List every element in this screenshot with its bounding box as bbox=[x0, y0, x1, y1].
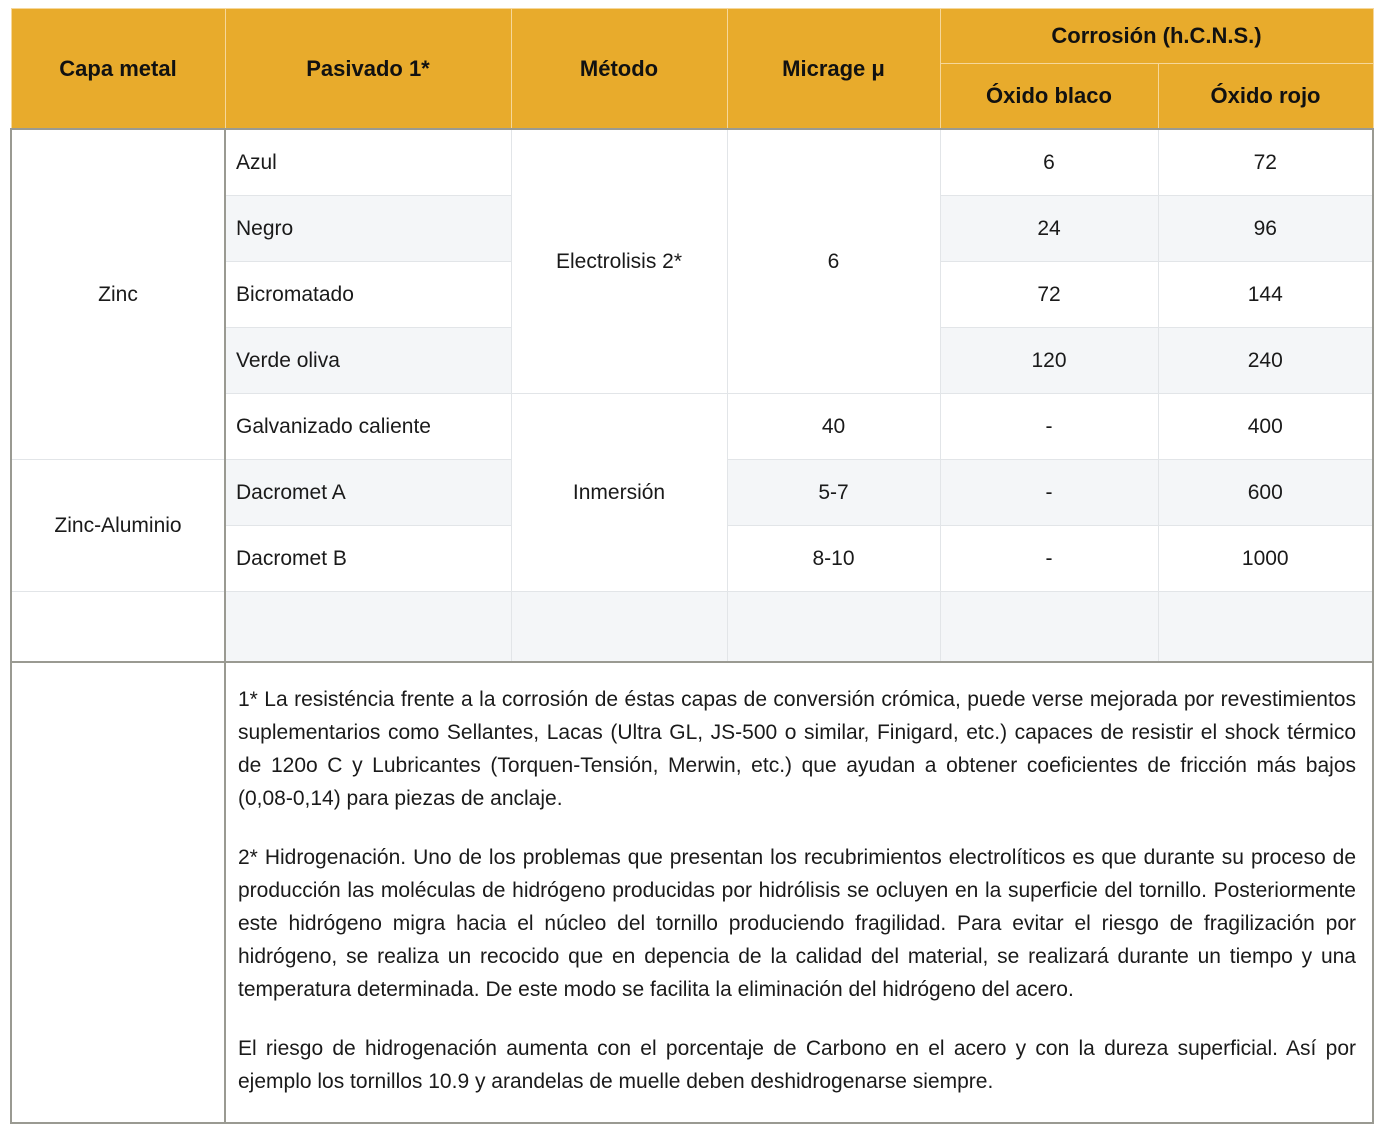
table-row-empty bbox=[11, 592, 1373, 663]
cell-micrage-empty bbox=[727, 592, 940, 663]
cell-pasivado: Negro bbox=[225, 196, 511, 262]
column-header-corrosion-group: Corrosión (h.C.N.S.) bbox=[940, 9, 1373, 64]
cell-pasivado-empty bbox=[225, 592, 511, 663]
cell-capa-metal-zinc: Zinc bbox=[11, 129, 225, 460]
cell-oxido-rojo: 600 bbox=[1158, 460, 1373, 526]
cell-oxido-rojo: 96 bbox=[1158, 196, 1373, 262]
table-body bbox=[11, 129, 1373, 1123]
coatings-spec-table bbox=[10, 8, 1374, 1124]
cell-oxido-rojo: 72 bbox=[1158, 129, 1373, 196]
cell-pasivado: Galvanizado caliente bbox=[225, 394, 511, 460]
cell-micrage-merged: 6 bbox=[727, 129, 940, 394]
cell-oxido-blanco: 6 bbox=[940, 129, 1158, 196]
cell-pasivado: Dacromet B bbox=[225, 526, 511, 592]
cell-oxido-rojo: 144 bbox=[1158, 262, 1373, 328]
cell-capa-metal-empty bbox=[11, 592, 225, 663]
cell-metodo-electrolisis: Electrolisis 2* bbox=[511, 129, 727, 394]
footnote-2-paragraph-1: 2* Hidrogenación. Uno de los problemas que presentan los recubrimientos electrolíticos es que durante su proceso de producción las moléculas de hidrógeno producidas por hidrólisis se ocluyen en la superficie del tornillo. Posteriormente este hidrógeno migra hacia el núcleo del tornillo produciendo fragilidad. Para evitar el riesgo de fragilización por hidrógeno, se realiza un recocido que en depencia de la calidad del material, se realizará durante un tiempo y una temperatura determinada. De este modo se facilita la eliminación del hidrógeno del acero. bbox=[238, 846, 1356, 1001]
cell-oxido-blanco: 72 bbox=[940, 262, 1158, 328]
cell-oxido-blanco-empty bbox=[940, 592, 1158, 663]
cell-oxido-blanco: 24 bbox=[940, 196, 1158, 262]
notes-row bbox=[11, 662, 1373, 1123]
footnote-1: 1* La resisténcia frente a la corrosión de éstas capas de conversión crómica, puede verse mejorada por revestimientos suplementarios como Sellantes, Lacas (Ultra GL, JS-500 o similar, Finigard, etc.) capaces de resistir el shock térmico de 120o C y Lubricantes (Torquen-Tensión, Merwin, etc.) que ayudan a obtener coeficientes de fricción más bajos (0,08-0,14) para piezas de anclaje. bbox=[238, 688, 1356, 810]
cell-oxido-blanco: - bbox=[940, 526, 1158, 592]
column-header-capa-metal: Capa metal bbox=[11, 9, 225, 130]
cell-pasivado: Dacromet A bbox=[225, 460, 511, 526]
cell-metodo-inmersion: Inmersión bbox=[511, 394, 727, 592]
cell-micrage: 8-10 bbox=[727, 526, 940, 592]
cell-oxido-rojo: 400 bbox=[1158, 394, 1373, 460]
cell-capa-metal-zinc-aluminio: Zinc-Aluminio bbox=[11, 460, 225, 592]
header-row-top bbox=[11, 9, 1373, 64]
cell-oxido-blanco: 120 bbox=[940, 328, 1158, 394]
notes-left-spacer bbox=[11, 662, 225, 1123]
cell-oxido-rojo: 1000 bbox=[1158, 526, 1373, 592]
cell-oxido-rojo-empty bbox=[1158, 592, 1373, 663]
column-header-oxido-blanco: Óxido blaco bbox=[940, 64, 1158, 130]
cell-pasivado: Verde oliva bbox=[225, 328, 511, 394]
column-header-micrage: Micrage μ bbox=[727, 9, 940, 130]
column-header-oxido-rojo: Óxido rojo bbox=[1158, 64, 1373, 130]
footnote-2-paragraph-2: El riesgo de hidrogenación aumenta con el porcentaje de Carbono en el acero y con la dureza superficial. Así por ejemplo los tornillos 10.9 y arandelas de muelle deben deshidrogenarse siempre. bbox=[238, 1037, 1356, 1093]
cell-micrage: 40 bbox=[727, 394, 940, 460]
cell-pasivado: Bicromatado bbox=[225, 262, 511, 328]
cell-metodo-empty bbox=[511, 592, 727, 663]
cell-pasivado: Azul bbox=[225, 129, 511, 196]
column-header-metodo: Método bbox=[511, 9, 727, 130]
cell-micrage: 5-7 bbox=[727, 460, 940, 526]
cell-oxido-rojo: 240 bbox=[1158, 328, 1373, 394]
table-row bbox=[11, 129, 1373, 196]
table-header bbox=[11, 9, 1373, 130]
column-header-pasivado: Pasivado 1* bbox=[225, 9, 511, 130]
footnotes-cell bbox=[225, 662, 1373, 1123]
cell-oxido-blanco: - bbox=[940, 460, 1158, 526]
cell-oxido-blanco: - bbox=[940, 394, 1158, 460]
